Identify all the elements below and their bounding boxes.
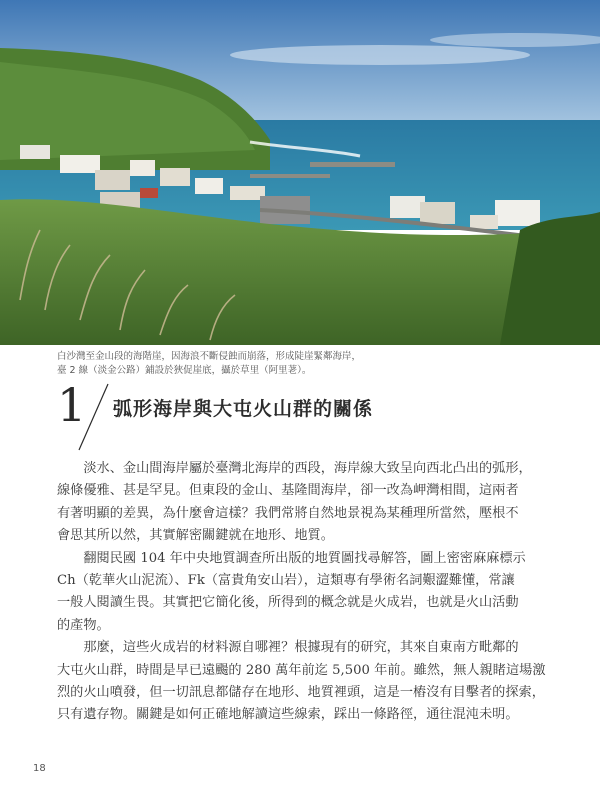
text-line: 會思其所以然，其實解密關鍵就在地形、地質。 [57,528,334,544]
coastal-landscape-photo [0,0,600,345]
paragraph [57,637,551,727]
caption-line: 白沙灣至金山段的海階崖，因海浪不斷侵蝕而崩落，形成陡崖緊鄰海岸， [57,351,362,362]
text-line: 烈的火山噴發，但一切訊息都儲存在地形、地質裡頭，這是一樁沒有目擊者的探索， [57,685,545,701]
text-line: Ch（乾華火山泥流）、Fk（富貴角安山岩），這類專有學術名詞艱澀難懂，常讓 [57,573,515,589]
photo-illustration [0,0,600,345]
text-line: 的產物。 [57,617,110,633]
photo-caption [57,350,527,378]
pier [310,162,395,167]
text-line: 線條優雅、甚是罕見。但東段的金山、基隆間海岸，卻一改為岬灣相間，這兩者 [57,483,519,499]
body-text [57,458,551,727]
chapter-number: 1 [57,378,87,432]
paragraph [57,458,551,548]
text-line: 翻閱民國 104 年中央地質調查所出版的地質圖找尋解答，圖上密密麻麻標示 [57,550,526,566]
paragraph [57,548,551,638]
text-line: 有著明顯的差異，為什麼會這樣？我們常將自然地景視為某種理所當然，壓根不 [57,505,519,521]
text-line: 淡水、金山間海岸屬於臺灣北海岸的西段，海岸線大致呈向西北凸出的弧形， [57,461,532,476]
chapter-heading [57,380,557,450]
cloud [230,45,530,65]
divider-slash [75,382,111,452]
pier [250,174,330,178]
caption-line: 臺 2 線（淡金公路）鋪設於狹促崖底，攝於草里（阿里荖）。 [57,365,312,376]
text-line: 那麼，這些火成岩的材料源自哪裡？根據現有的研究，其來自東南方毗鄰的 [57,640,519,656]
text-line: 大屯火山群，時間是早已遠颺的 280 萬年前迄 5,500 年前。雖然，無人親睹這場激 [57,662,546,678]
page-number: 18 [33,763,46,774]
foreground-trees [500,212,600,345]
text-line: 只有遺存物。關鍵是如何正確地解讀這些線索，踩出一條路徑，通往混沌未明。 [57,707,519,723]
text-line: 一般人閱讀生畏。其實把它簡化後，所得到的概念就是火成岩，也就是火山活動 [57,595,519,611]
chapter-title: 弧形海岸與大屯火山群的關係 [113,398,374,420]
